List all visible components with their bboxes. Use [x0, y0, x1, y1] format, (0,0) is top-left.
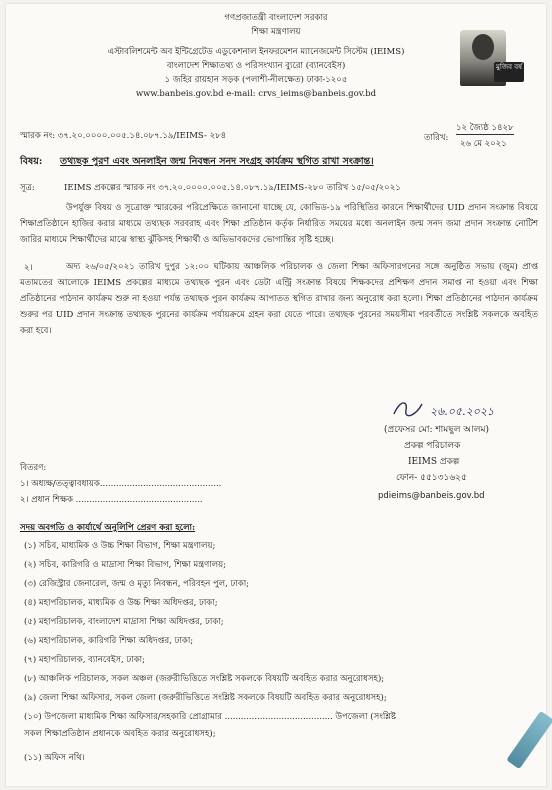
cc-item-6: (৬) মহাপরিচালক, কারিগরি শিক্ষা অধিদপ্তর, ঢাকা;	[24, 636, 194, 646]
signer-name: (প্রফেসর মো: শামছুল আলম)	[384, 425, 489, 435]
distribution-label: বিতরণ:	[20, 463, 47, 473]
distribution-item-1: ১। অধ্যক্ষ/তত্ত্বাবধায়ক.............................................	[20, 479, 222, 489]
paragraph-2-number: ২।	[24, 263, 33, 273]
cc-item-4: (৪) মহাপরিচালক, মাধ্যমিক ও উচ্চ শিক্ষা অধিদপ্তর, ঢাকা;	[24, 598, 218, 608]
cc-item-1: (১) সচিব, মাধ্যমিক ও উচ্চ শিক্ষা বিভাগ, শিক্ষা মন্ত্রণালয়;	[24, 541, 216, 551]
signer-phone: ফোন- ৫৫১৩১৬২৫	[396, 473, 467, 483]
mujib-year-logo: মুজিব বর্ষ	[494, 62, 524, 82]
paragraph-1: উপর্যুক্ত বিষয় ও সূত্রোক্ত স্মারকের পরিপ্রেক্ষিতে জানানো যাচ্ছে যে, কোভিড-১৯ পরিস্থিতির কারনে শিক্ষার্থীদের UID প্রদান সংক্রান্ত বিষয়ে শিক্ষাপ্রতিষ্ঠানে হাজির করার মাধ্যমে তথ্যছক সরবরাহ এবং শিক্ষা প্রতিষ্ঠান কর্তৃক নির্ধারিত সময়ের মধ্যে অনলাইন জন্ম সনদ জমা প্রদান সংক্রান্ত নোটিশ জারির মাধ্যমে শিক্ষার্থীদের মাঝে স্বাস্থ্য ঝুঁকিসহ শিক্ষার্থী ও অভিভাবকদের ভোগান্তির সৃষ্টি হচ্ছে।	[20, 203, 538, 245]
office-address: ১ জহির রায়হান সড়ক (পলাশী-নীলক্ষেত) ঢাকা-১২০৫	[164, 75, 348, 85]
signer-title: প্রকল্প পরিচালক	[404, 441, 461, 451]
distribution-item-2: ২। প্রধান শিক্ষক ...............................................	[20, 495, 203, 505]
cc-item-8: (৮) আঞ্চলিক পরিচালক, সকল অঞ্চল (জরুরীভিত্তিতে সংশ্লিষ্ট সকলকে বিষয়টি অবহিত করার অনুরোধসহ);	[24, 674, 385, 684]
reference-label: সূত্র:	[20, 183, 35, 193]
cc-item-10-cont: সকল শিক্ষাপ্রতিষ্ঠান প্রধানকে অবহিত করার অনুরোধসহ);	[24, 729, 216, 739]
cc-label: সদয় অবগতি ও কার্যার্থে অনুলিপি প্রেরণ করা হলো:	[20, 523, 196, 533]
govt-name: গণপ্রজাতন্ত্রী বাংলাদেশ সরকার	[224, 13, 328, 23]
contact-line: www.banbeis.gov.bd e-mail: crvs_ieims@banbeis.gov.bd	[135, 89, 377, 99]
handwritten-signature	[388, 396, 548, 422]
date-english: ২৬ মে ২০২১	[460, 139, 507, 149]
signature-date: ২৬.০৫.২০২১	[430, 405, 495, 418]
reference-text: IEIMS প্রকল্পের স্মারক নং ৩৭.২০.০০০০.০০৫.১৪.০৮৭.১৯/IEIMS-২৮০ তারিখ ১৫/০৫/২০২১	[64, 183, 401, 193]
cc-item-5: (৫) মহাপরিচালক, বাংলাদেশ মাদ্রাসা শিক্ষা অধিদপ্তর, ঢাকা;	[24, 617, 224, 627]
cc-item-3: (৩) রেজিস্ট্রার জেনারেল, জন্ম ও মৃত্যু নিবন্ধন, পরিবহন পুল, ঢাকা;	[24, 579, 250, 589]
memo-number: স্মারক নং: ৩৭.২০.০০০০.০০৫.১৪.০৮৭.১৯/IEIMS- ২৮৪	[20, 131, 227, 141]
date-label: তারিখ:	[424, 133, 449, 143]
document-page	[6, 4, 546, 786]
pen-image	[506, 711, 552, 769]
cc-item-9: (৯) জেলা শিক্ষা অফিসার, সকল জেলা (জরুরীভিত্তিতে সংশ্লিষ্ট সকলকে বিষয়টি অবহিত করার অনুরোধসহ);	[24, 693, 387, 703]
date-bengali: ১২ জ্যৈষ্ঠ ১৪২৮	[456, 123, 514, 133]
subject-text: তথ্যছক পুরণ এবং অনলাইন জন্ম নিবন্ধন সনদ সংগ্রহ কার্যক্রম স্থগিত রাখা সংক্রান্ত।	[60, 156, 374, 167]
cc-item-7: (৭) মহাপরিচালক, ব্যানবেইস, ঢাকা;	[24, 655, 145, 665]
cc-item-10: (১০) উপজেলা মাধ্যমিক শিক্ষা অফিসার/সহকারি প্রোগ্রামার ........................................ উপজেলা (সংশ্লিষ্ট	[24, 712, 396, 722]
cc-item-11: (১১) অফিস নথি।	[24, 753, 85, 763]
signer-org: IEIMS প্রকল্প	[408, 457, 460, 467]
paragraph-2: অদ্য ২৬/০৫/২০২১ তারিখ দুপুর ১২:০০ ঘটিকায় আঞ্চলিক পরিচালক ও জেলা শিক্ষা অফিসারগনের সঙ্গে অনুষ্ঠিত সভায় (জুম) প্রাপ্ত মতামতের আলোকে IEIMS প্রকল্পের মাধ্যমে তথ্যছক পুরন এবং ডেটা এন্ট্রি সংক্রান্ত বিষয়ে শিক্ষকদের প্রশিক্ষণ প্রদান সমাপ্ত না হওয়া এবং শিক্ষা প্রতিষ্ঠানের পাঠদান কার্যক্রম শুরু না হওয়া পর্যন্ত তথ্যছক পুরন কার্যক্রম আপাতত স্থগিত রাখার জন্য অনুরোধ করা হলো। শিক্ষা প্রতিষ্ঠানের পাঠদান কার্যক্রম শুরুর পর UID প্রদান সংক্রান্ত তথ্যছক পুরনের কার্যক্রম পর্যায়ক্রমে গ্রহন করা যেতে পারে। তথ্যছক পুরনের সময়সীমা পরবর্তীতে সংশ্লিষ্ট সকলকে অবহিত করা হবে।	[20, 262, 538, 336]
cc-item-2: (২) সচিব, কারিগরি ও মাদ্রাসা শিক্ষা বিভাগ, শিক্ষা মন্ত্রণালয়;	[24, 560, 226, 570]
signer-email: pdieims@banbeis.gov.bd	[378, 491, 485, 501]
project-name: এস্টাবলিশমেন্ট অব ইন্টিগ্রেটেড এডুকেশনাল ইনফরমেশন ম্যানেজমেন্ট সিস্টেম (IEIMS)	[107, 47, 405, 57]
ministry-name: শিক্ষা মন্ত্রণালয়	[251, 27, 301, 37]
subject-label: বিষয়:	[20, 156, 43, 167]
bureau-name: বাংলাদেশ শিক্ষাতথ্য ও পরিসংখ্যান ব্যুরো (ব্যানবেইস)	[166, 61, 346, 71]
